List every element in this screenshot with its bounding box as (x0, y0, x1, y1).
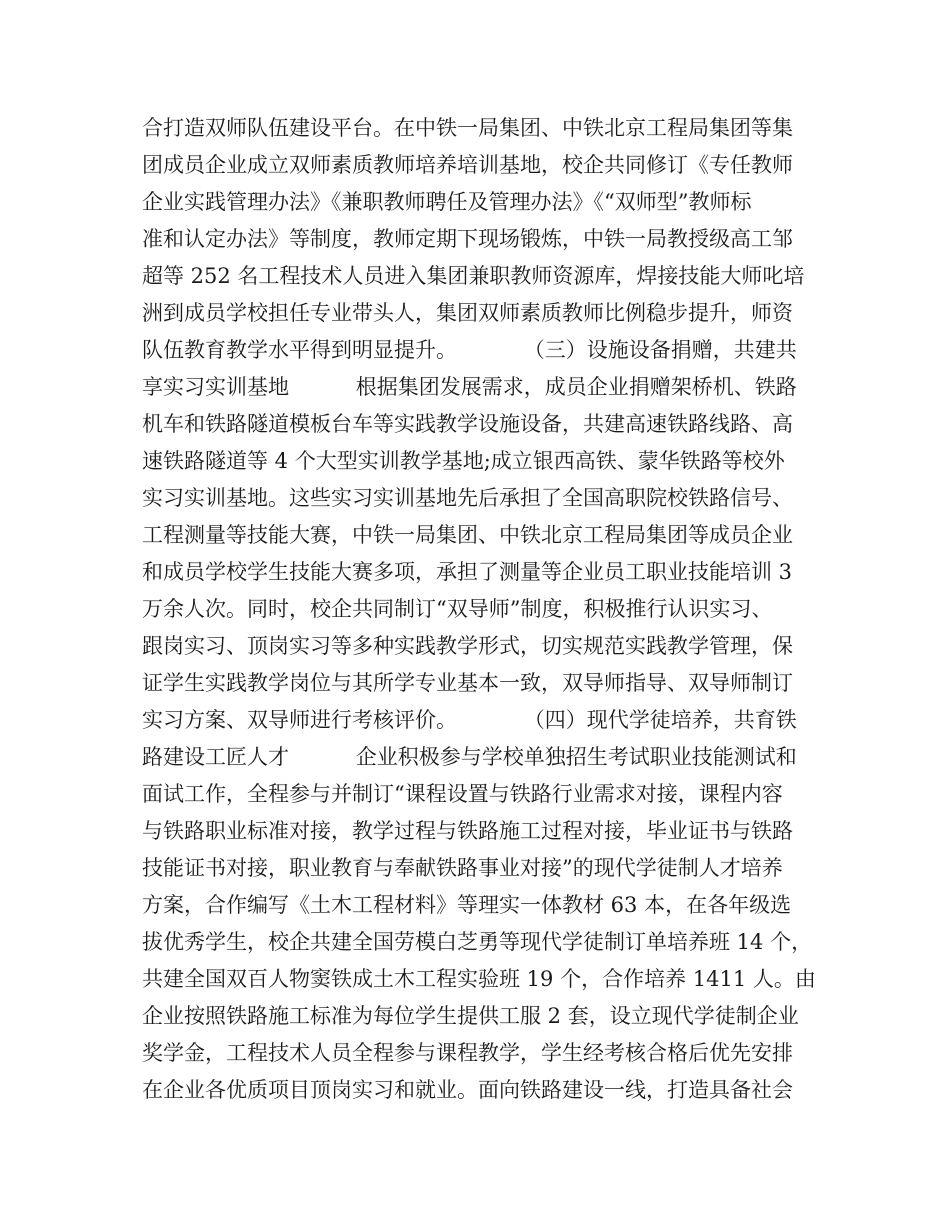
text-line: 机车和铁路隧道模板台车等实践教学设施设备，共建高速铁路线路、高 (142, 412, 793, 436)
text-line: 奖学金，工程技术人员全程参与课程教学，学生经考核合格后优先安排 (142, 1041, 793, 1065)
text-line: 在企业各优质项目顶岗实习和就业。面向铁路建设一线，打造具备社会 (142, 1078, 793, 1102)
text-line: 万余人次。同时，校企共同制订“双导师”制度，积极推行认识实习、 (142, 597, 773, 621)
text-line: 准和认定办法》等制度，教师定期下现场锻炼，中铁一局教授级高工邹 (142, 227, 793, 251)
text-line: 洲到成员学校担任专业带头人，集团双师素质教师比例稳步提升，师资 (142, 301, 793, 325)
text-line: 与铁路职业标准对接，教学过程与铁路施工过程对接，毕业证书与铁路 (142, 819, 793, 843)
text-line: 企业按照铁路施工标准为每位学生提供工服 2 套，设立现代学徒制企业 (142, 1004, 799, 1028)
text-line: 拔优秀学生，校企共建全国劳模白芝勇等现代学徒制订单培养班 14 个， (142, 930, 813, 954)
text-line: 超等 252 名工程技术人员进入集团兼职教师资源库，焊接技能大师叱培 (142, 264, 805, 288)
text-line: 队伍教育教学水平得到明显提升。 （三）设施设备捐赠，共建共 (142, 338, 797, 362)
text-line: 团成员企业成立双师素质教师培养培训基地，校企共同修订《专任教师 (142, 153, 793, 177)
text-line: 享实习实训基地 根据集团发展需求，成员企业捐赠架桥机、铁路 (142, 375, 797, 399)
body-text (142, 110, 832, 1109)
text-line: 面试工作，全程参与并制订“课程设置与铁路行业需求对接，课程内容 (142, 782, 783, 806)
text-line: 企业实践管理办法》《兼职教师聘任及管理办法》《“双师型”教师标 (142, 190, 752, 214)
text-line: 和成员学校学生技能大赛多项，承担了测量等企业员工职业技能培训 3 (142, 560, 793, 584)
text-line: 实习方案、双导师进行考核评价。 （四）现代学徒培养，共育铁 (142, 708, 797, 732)
text-line: 跟岗实习、顶岗实习等多种实践教学形式，切实规范实践教学管理，保 (142, 634, 793, 658)
text-line: 实习实训基地。这些实习实训基地先后承担了全国高职院校铁路信号、 (142, 486, 793, 510)
text-line: 共建全国双百人物窦铁成土木工程实验班 19 个，合作培养 1411 人。由 (142, 967, 816, 991)
text-line: 工程测量等技能大赛，中铁一局集团、中铁北京工程局集团等成员企业 (142, 523, 793, 547)
text-line: 技能证书对接，职业教育与奉献铁路事业对接”的现代学徒制人才培养 (142, 856, 783, 880)
text-line: 合打造双师队伍建设平台。在中铁一局集团、中铁北京工程局集团等集 (142, 116, 793, 140)
text-line: 路建设工匠人才 企业积极参与学校单独招生考试职业技能测试和 (142, 745, 797, 769)
text-line: 证学生实践教学岗位与其所学专业基本一致，双导师指导、双导师制订 (142, 671, 793, 695)
text-line: 速铁路隧道等 4 个大型实训教学基地;成立银西高铁、蒙华铁路等校外 (142, 449, 785, 473)
text-line: 方案，合作编写《土木工程材料》等理实一体教材 63 本，在各年级选 (142, 893, 792, 917)
